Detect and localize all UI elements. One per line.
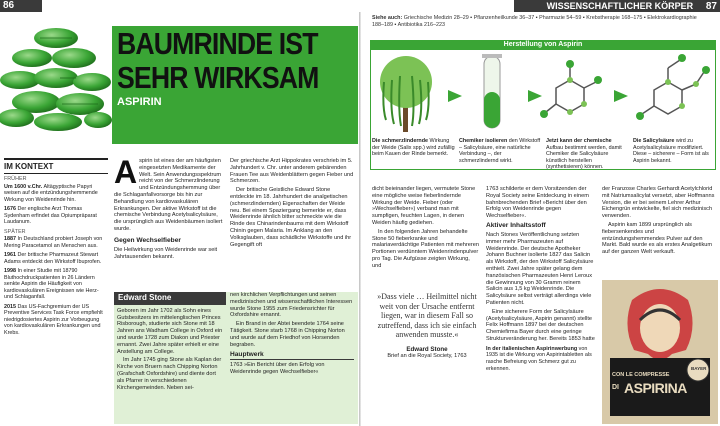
context-text: In einer Studie mit 18790 Bluthochdruckpatienten in 26 Ländern senkte Aspirin die Häufigkeit von kardiovaskulären Ereignissen wie Herz- und Schlaganfall.: [4, 268, 99, 300]
arrow-icon: [448, 90, 462, 102]
context-before-label: FRÜHER: [4, 176, 27, 182]
arrow-icon: [614, 90, 628, 102]
bio-paragraph-2: Im Jahr 1745 ging Stone als Kaplan der Kirche von Bruern nach Chipping Norton (Grafschaft Oxfordshire) und diente dort als Pfarrer in verschiedenen Kirchengemeinden. Neben sei-: [117, 357, 222, 391]
context-item: [4, 252, 108, 265]
diagram-title: Herstellung von Aspirin: [503, 41, 583, 48]
bayer-logo: BAYER: [691, 366, 707, 371]
pill-icon: [0, 28, 112, 131]
right-page-number: 87: [705, 1, 717, 12]
context-year: 1961: [4, 252, 16, 258]
page-title-line1: BAUMRINDE IST: [117, 26, 318, 61]
see-also: [372, 15, 702, 28]
pull-quote: [372, 292, 482, 359]
right-page-bar: [514, 0, 720, 12]
context-heading: IM KONTEXT: [4, 158, 108, 174]
diagram-step-head: Die Salicylsäure: [633, 138, 675, 144]
poster-brand: ASPIRINA: [624, 380, 687, 396]
bio-paragraph-4: Ein Brand in der Abtei beendete 1764 seine Tätigkeit. Stone starb 1768 in Chipping Norton und wurde auf dem Friedhof von Horsenden begraben.: [230, 321, 345, 348]
bio-column-2: [230, 292, 354, 378]
drop-cap: A: [114, 158, 138, 190]
page-title-line2: SEHR WIRKSAM: [117, 60, 319, 95]
paragraph-heilwirkung: Die Heilwirkung von Weidenrinde war seit Jahrtausenden bekannt.: [114, 246, 218, 260]
paragraph-hoffmann: Eine sicherere Form der Salicylsäure (Acetylsalicylsäure, Aspirin genannt) stellte Felix Hoffmann 1897 bei der deutschen Chemiefirma Bayer durch eine geringe Strukturveränderung her. Bereits 1853 hatte: [486, 308, 595, 342]
diagram-step-text: den Wirkstoff – Salicylsäure, eine natürliche Verbindung –, der schmerzlindernd wirkt.: [459, 138, 541, 164]
subhead-inhaltsstoff: Aktiver Inhaltsstoff: [486, 221, 546, 229]
diagram-step-text: wird zu Acetylsalicylsäure modifiziert. Diese – sicherere – Form ist als Aspirin bekannt.: [633, 138, 709, 164]
right-column-3: [602, 186, 716, 258]
paragraph-gerhardt: der Franzose Charles Gerhardt Acetylchlorid mit Natriumsalicylat versetzt, aber Hoffmanns Version, die er bei seinem Lehrer Arthur Eichengrün entwickelte, fiel sich medizinisch verwenden.: [602, 186, 715, 220]
bio-paragraph-3: nen kirchlichen Verpflichtungen und seinen medizinischen und wissenschaftlichen Interessen wurde Stone 1955 zum Friedensrichter für Oxfordshire ernannt.: [230, 292, 353, 319]
paragraph-buchner: Nach Stones Veröffentlichung setzten immer mehr Pharmazeuten auf Weidenrinde. Der deutsche Apotheker Johann Buchner isolierte 1827 das Salicin als Wirkstoff, der den Wirkstoff Salicylsäure enthielt. Zwei Jahre später gelang dem französischen Pharmazeuten Henri Leroux die Gewinnung von 30 Gramm reinem Salicin aus 1,5 kg Weidenrinde. Die Salicylsäure selbst verträgt allerdings viele Patienten nicht.: [486, 231, 594, 306]
subhead-wechselfieber: Gegen Wechselfieber: [114, 236, 181, 244]
diagram-step-head: Die schmerzlindernde: [372, 138, 429, 144]
pills-illustration: [0, 14, 112, 132]
caption-head: In der italienischen Aspirinwerbung: [486, 345, 578, 352]
diagram-step: [546, 138, 629, 171]
quote-text: »Dass viele … Heilmittel nicht weit von der Ursache entfernt liegen, war in diesem Fall so zutreffend, dass ich sie einfach anwenden musste.«: [377, 292, 477, 340]
intro-paragraph: spirin ist eines der am häufigsten eingesetzten Medikamente der Welt. Sein Anwendungsspektrum reicht von der Schmerzlinderung und Entzündungshemmung über die Schlaganfallvorsorge bis hin zur Behandlung von kardiovaskulären Erkrankungen. Der aktive Wirkstoff ist die chemische Verbindung Acetylsalicylsäure, die ursprünglich aus Weidenbäumen isoliert wurde.: [114, 158, 223, 232]
context-sidebar: [4, 158, 108, 339]
context-item: [4, 184, 108, 204]
poster-caption: [486, 346, 596, 372]
left-column-2: [114, 158, 224, 262]
context-year: 2015: [4, 303, 16, 310]
quote-author: Edward Stone: [406, 345, 448, 353]
diagram-steps: [372, 138, 716, 171]
right-column-2: [486, 186, 596, 374]
aspirina-poster: [602, 280, 718, 424]
context-year: Um 1600 v.Chr.: [4, 183, 43, 190]
diagram-step: [459, 138, 542, 171]
aspirin-molecule-icon: [636, 54, 710, 120]
paragraph-stone: Der britische Geistliche Edward Stone entdeckte im 18. Jahrhundert die analgetischen (schmerzlindernden) Eigenschaften der Weide neu. Bei einem Spaziergang bemerkte er, dass Weidenrinde ähnlich bitter schmeckte wie die Rinde des Chinarindenbaums mit dem Wirkstoff Chinin gegen Malaria. Im Anklang an den Volksglauben, dass schädliche Wirkstoffe und ihr Gegengift oft: [230, 187, 352, 248]
poster-di: DI: [612, 384, 619, 391]
bio-paragraph-1: Geboren im Jahr 1702 als Sohn eines Gutsbesitzers im mittelenglischen Princes Risborough, studierte sich Stone mit 18 Jahren ans Wadham College in Oxford ein und wurde 1728 zum Diakon und Priester ernannt. Zwei Jahre später erhielt er eine Anstellung am College.: [117, 307, 223, 355]
left-page-bar: [0, 0, 42, 12]
quote-source: Brief an die Royal Society, 1763: [387, 352, 467, 359]
caption-text: von 1935 ist die Wirkung von Aspirintabletten als rasche Befreiung von Schmerz gut zu erkennen.: [486, 345, 592, 372]
diagram-step: [372, 138, 455, 171]
arrow-icon: [528, 90, 542, 102]
paragraph-fieber: dicht beieinander liegen, vermutete Stone eine mögliche weise fieberlindernde Wirkung der Weide. Fieber (oder »Wechselfieber«) verband man mit sumpfigen, feuchten Lagen, in denen Weiden häufig gediehen.: [372, 186, 476, 226]
context-item: [4, 236, 108, 249]
bio-work: 1763 »Ein Bericht über den Erfolg von Weidenrinde gegen Wechselfieber«: [230, 362, 325, 376]
diagram-step-head: Chemiker isolieren: [459, 138, 508, 144]
context-after-label: SPÄTER: [4, 228, 26, 235]
diagram-step-head: Jetzt kann der chemische: [546, 138, 612, 144]
bio-work-heading: Hauptwerk: [230, 351, 354, 360]
paragraph-markt: Aspirin kam 1899 ursprünglich als fiebersenkendes und entzündungshemmendes Pulver auf den Markt. Bald wurde es als erstes Analgetikum auf der ganzen Welt verkauft.: [602, 221, 713, 256]
context-year: 1676: [4, 206, 16, 212]
salicylic-acid-molecule-icon: [540, 60, 602, 118]
bio-column-1: [114, 292, 226, 393]
paragraph-behandlung: In den folgenden Jahren behandelte Stone 50 fieberkranke und malariaverdächtige Patienten mit mehreren Portionen verdünntem Weidenrindenpulver pro Tag. Die Aufgüsse zeigten Wirkung, und: [372, 228, 479, 269]
context-text: Der englische Arzt Thomas Sydenham erfindet das Opiumpräparat Laudanum.: [4, 206, 97, 225]
context-item: [4, 304, 108, 337]
context-text: Das US-Fachgremium der US Preventive Services Task Force empfiehlt niedrigdosiertes Aspirin zur Vorbeugung von kardiovaskulären Erkrankungen und Krebs.: [4, 303, 103, 336]
right-page-header: WISSENSCHAFTLICHER KÖRPER: [546, 1, 694, 11]
context-year: 1887: [4, 236, 16, 242]
left-page-number: 86: [3, 0, 15, 11]
bio-name: Edward Stone: [114, 292, 226, 305]
right-column-1: [372, 186, 480, 272]
willow-tree-icon: [380, 56, 432, 132]
diagram-step-text: Wirkung der Weide (Salix spp.) wird zufällig beim Kauen der Rinde bemerkt.: [372, 138, 455, 158]
diagram-step: [633, 138, 716, 171]
context-text: In Deutschland probiert Joseph von Mering Paracetamol an Menschen aus.: [4, 236, 103, 249]
paragraph-1763: 1763 schilderte er dem Vorsitzenden der Royal Society seine Entdeckung in einem bahnbrechenden Brief »Bericht über den Erfolg von Weidenrinde gegen Wechselfieber«.: [486, 186, 589, 220]
context-item: [4, 206, 108, 226]
poster-artwork: [602, 280, 718, 424]
test-tube-icon: [482, 54, 502, 128]
page-gutter: [359, 12, 361, 426]
see-also-list: Griechische Medizin 28–29 ▪ Pflanzenheilkunde 36–37 ▪ Pharmazie 54–59 ▪ Krebstherapie 168–175 ▪ Elektrokardiographie 188–189 ▪ Antibiotika 216–223: [372, 15, 697, 28]
context-text: Der britische Pharmazeut Stewart Adams entdeckt den Wirkstoff Ibuprofen.: [4, 252, 102, 265]
see-also-label: Siehe auch:: [372, 15, 403, 21]
diagram-step-text: Aufbau bestimmt werden, damit Chemiker die Salicylsäure künstlich herstellen (synthetisieren) können.: [546, 144, 622, 171]
context-text: Altägyptische Papyri weisen auf die entzündungshemmende Wirkung von Weidenrinde hin.: [4, 183, 98, 203]
poster-line: CON LE COMPRESSE: [612, 372, 670, 378]
context-item: [4, 268, 108, 301]
paragraph-hippokrates: Der griechische Arzt Hippokrates verschrieb im 5. Jahrhundert v. Chr. unter anderem gebärenden Frauen Tee aus Weidenblättern gegen Fieber und Schmerzen.: [230, 158, 354, 185]
diagram-illustration: [370, 52, 716, 136]
left-column-3: [230, 158, 354, 250]
context-year: 1998: [4, 268, 16, 274]
page-subtitle: ASPIRIN: [117, 96, 162, 108]
